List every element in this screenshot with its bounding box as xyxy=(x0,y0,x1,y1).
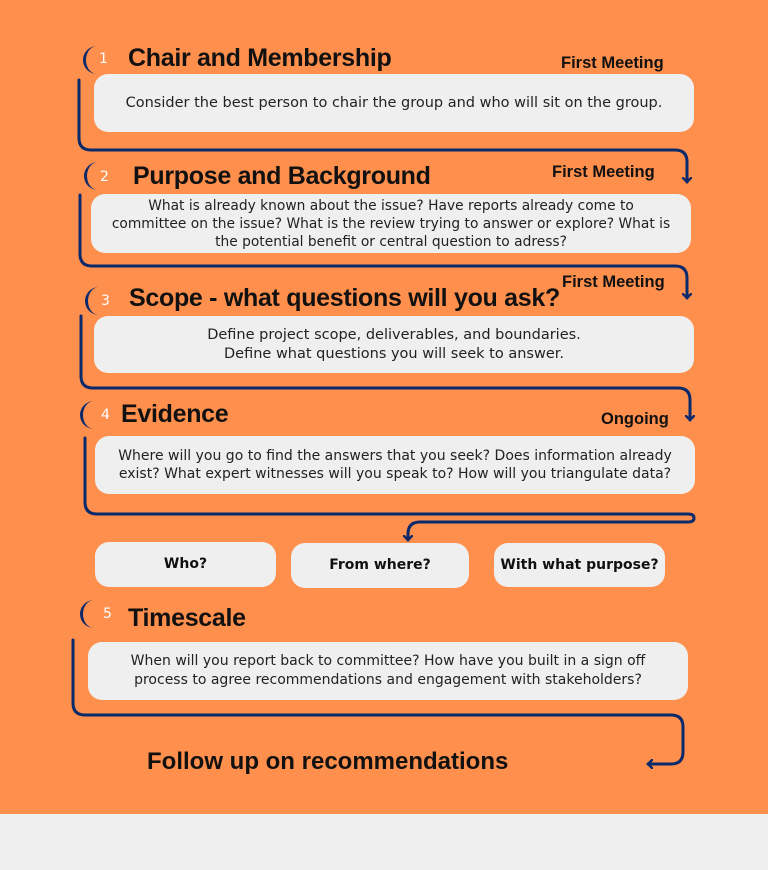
step-timing-1: First Meeting xyxy=(561,54,664,72)
step-number-5: 5 xyxy=(103,606,112,622)
question-box-purpose: With what purpose? xyxy=(494,543,665,587)
step-title-evidence: Evidence xyxy=(121,400,229,428)
step-title-chair-membership: Chair and Membership xyxy=(128,44,392,72)
step-timing-3: First Meeting xyxy=(562,273,665,291)
step-number-1: 1 xyxy=(99,51,108,67)
step-number-3: 3 xyxy=(101,293,110,309)
step-number-2: 2 xyxy=(100,169,109,185)
follow-up-label: Follow up on recommendations xyxy=(147,748,509,775)
step-description-4: Where will you go to find the answers that you seek? Does information already exist? What expert witnesses will you speak to? How will you triangulate data? xyxy=(95,436,695,494)
question-box-from-where: From where? xyxy=(291,543,469,588)
step-description-2: What is already known about the issue? Have reports already come to committee on the issue? What is the review trying to answer or explore? What is the potential benefit or central question to adress? xyxy=(91,194,691,253)
step-description-1: Consider the best person to chair the group and who will sit on the group. xyxy=(94,74,694,132)
step-number-4: 4 xyxy=(101,407,110,423)
step-timing-4: Ongoing xyxy=(601,410,669,428)
step-title-timescale: Timescale xyxy=(128,604,246,632)
question-box-who: Who? xyxy=(95,542,276,587)
step-title-scope: Scope - what questions will you ask? xyxy=(129,284,560,312)
step-timing-2: First Meeting xyxy=(552,163,655,181)
step-description-3 xyxy=(94,316,694,373)
step-title-purpose-background: Purpose and Background xyxy=(133,162,431,190)
step-description-5: When will you report back to committee? How have you built in a sign off process to agree recommendations and engagement with stakeholders? xyxy=(88,642,688,700)
step-description-3-line-2: Define what questions you will seek to answer. xyxy=(224,345,564,362)
step-description-3-line-1: Define project scope, deliverables, and boundaries. xyxy=(207,326,581,343)
